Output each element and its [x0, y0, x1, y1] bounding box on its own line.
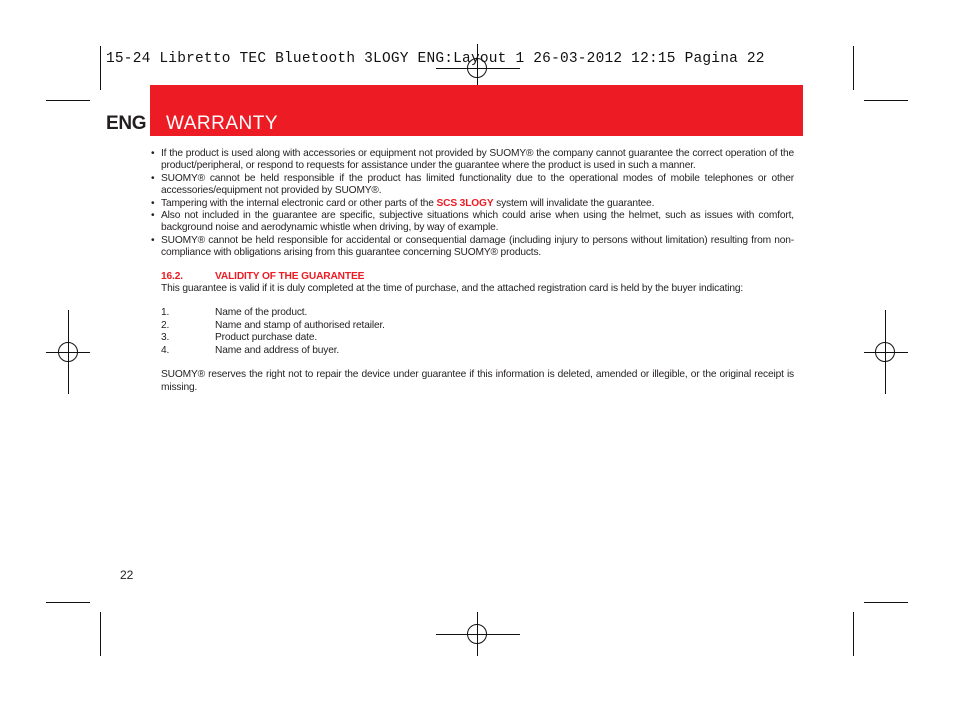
list-item: • Tampering with the internal electronic card or other parts of the SCS 3LOGY system will invalidate the guarantee.	[150, 198, 794, 210]
list-item: 3. Product purchase date.	[161, 332, 318, 344]
registration-circle-icon	[467, 624, 487, 644]
validity-section	[150, 271, 794, 296]
section-title: VALIDITY OF THE GUARANTEE	[215, 270, 365, 282]
page-title: WARRANTY	[166, 113, 279, 134]
list-item: • SUOMY® cannot be held responsible if the product has limited functionality due to the operational modes of mobile telephones or other accessories/equipment not provided by SUOMY®.	[150, 173, 794, 198]
print-slug-line: 15-24 Libretto TEC Bluetooth 3LOGY ENG:Layout 1 26-03-2012 12:15 Pagina 22	[106, 51, 765, 67]
page-number: 22	[120, 568, 134, 582]
list-item: • Also not included in the guarantee are specific, subjective situations which could arise when using the helmet, such as issues with comfort, background noise and aerodynamic whistle when driving, by way of example.	[150, 210, 794, 235]
section-number: 16.2.	[161, 270, 183, 282]
product-name-highlight: SCS 3LOGY	[436, 197, 494, 209]
numbered-list	[150, 307, 794, 357]
list-item: • If the product is used along with accessories or equipment not provided by SUOMY® the company cannot guarantee the correct operation of the product/peripheral, or respond to requests for assistance under the guarantee where the product is used in such a manner.	[150, 148, 794, 173]
list-item: 4. Name and address of buyer.	[161, 344, 340, 356]
bullet-list	[150, 148, 794, 260]
section-intro: This guarantee is valid if it is duly completed at the time of purchase, and the attached registration card is held by the buyer indicating:	[161, 283, 744, 295]
warranty-content	[150, 148, 794, 394]
list-item: 2. Name and stamp of authorised retailer.	[161, 319, 385, 331]
closing-paragraph: SUOMY® reserves the right not to repair the device under guarantee if this information is deleted, amended or illegible, or the original receipt is missing.	[161, 369, 794, 393]
language-label: ENG	[106, 113, 147, 134]
registration-circle-icon	[58, 342, 78, 362]
list-item: • SUOMY® cannot be held responsible for accidental or consequential damage (including injury to persons without limitation) resulting from non-compliance with obligations arising from this guarantee concerning SUOMY® products.	[150, 235, 794, 260]
registration-circle-icon	[875, 342, 895, 362]
list-item: 1. Name of the product.	[161, 307, 308, 319]
section-heading	[161, 271, 794, 283]
